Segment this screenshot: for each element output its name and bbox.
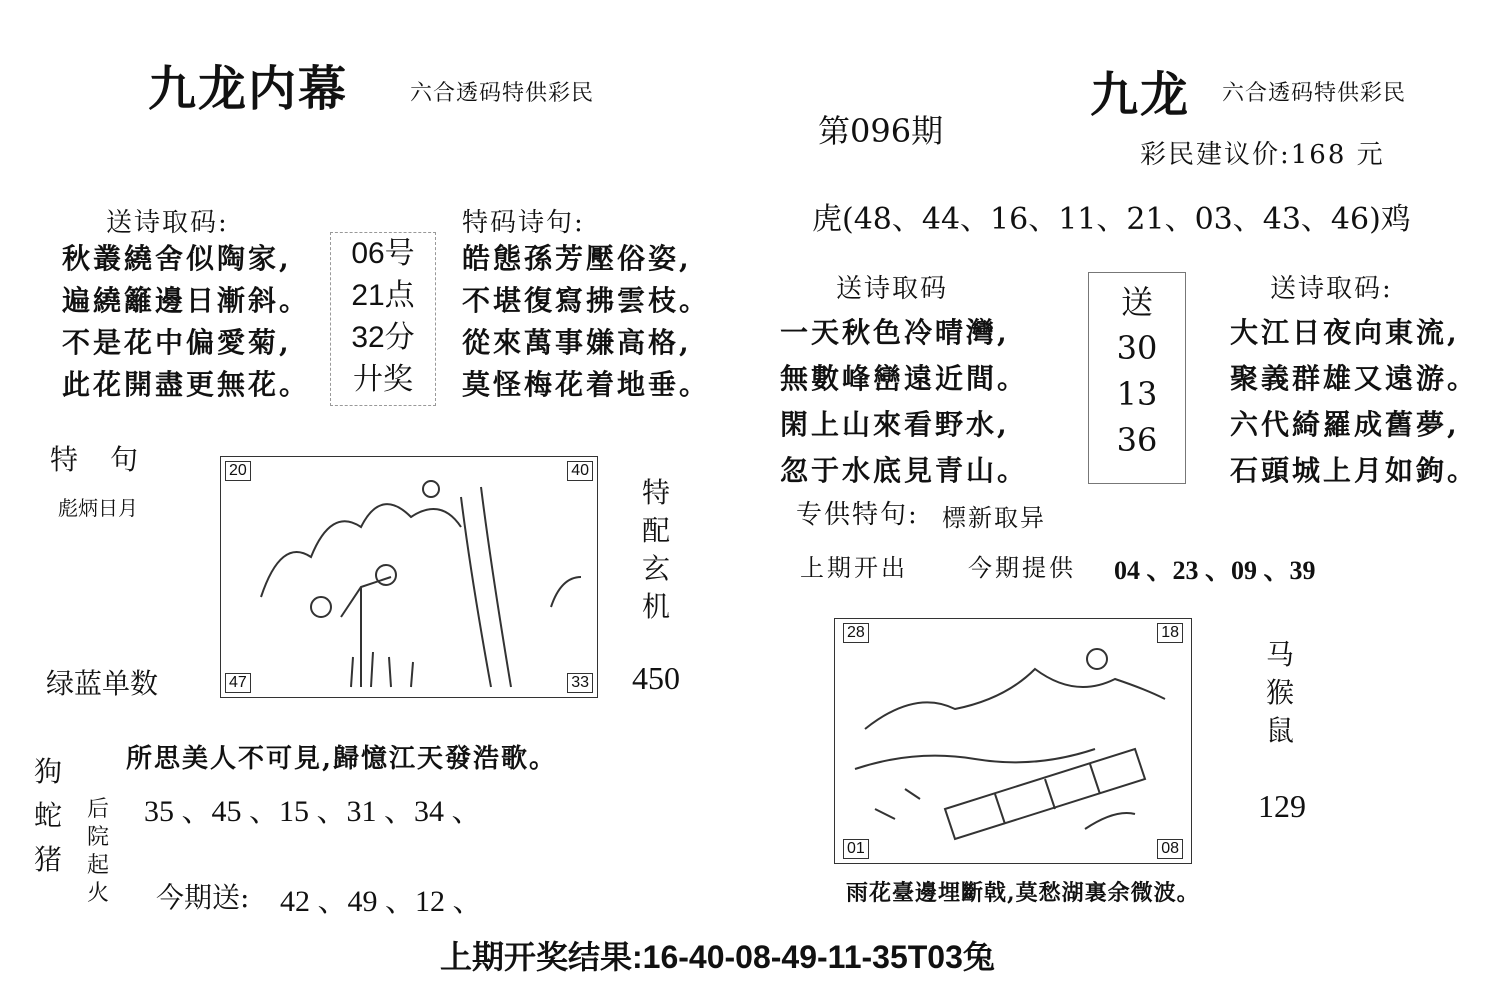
vert-char: 后 [86, 797, 109, 822]
box-line: 21点 [351, 279, 415, 312]
poem-line: 秋叢繞舍似陶家, [62, 242, 292, 275]
left-poem-line: 所思美人不可見,歸憶江天發浩歌。 [126, 744, 558, 774]
left-animals [30, 750, 66, 882]
right-poem2-header: 送诗取码: [1270, 274, 1393, 304]
number-129: 129 [1258, 788, 1306, 824]
box-line: 13 [1116, 375, 1158, 413]
corner-number: 01 [843, 839, 869, 859]
tema-poem [462, 238, 710, 406]
tema-header: 特码诗句: [462, 208, 585, 238]
right-animals [1262, 636, 1298, 750]
poem-line: 不堪復寫拂雲枝。 [462, 284, 711, 317]
zhuangong-label: 专供特句: [796, 500, 919, 530]
shangqi-label: 上期开出 [800, 554, 908, 582]
poem-line: 六代綺羅成舊夢, [1230, 408, 1460, 441]
poem-line: 大江日夜向東流, [1230, 316, 1460, 349]
corner-number: 47 [225, 673, 251, 693]
corner-number: 33 [567, 673, 593, 693]
poem-line: 從來萬事嫌高格, [462, 326, 692, 359]
left-picture [220, 456, 598, 698]
vert-char: 鼠 [1265, 714, 1294, 747]
landscape-sketch [221, 457, 597, 697]
special-vertical [638, 474, 674, 626]
send-box [1088, 272, 1186, 484]
lake-sketch [835, 619, 1191, 863]
box-line: 廾奖 [353, 363, 413, 396]
box-line: 送 [1120, 283, 1153, 321]
corner-number: 20 [225, 461, 251, 481]
vert-char: 机 [641, 590, 670, 623]
jinqi-label: 今期送: [156, 881, 250, 914]
right-picture [834, 618, 1192, 864]
left-center-box [330, 232, 436, 406]
vert-char: 狗 [33, 755, 62, 788]
poem-line: 莫怪梅花着地垂。 [462, 368, 711, 401]
vert-char: 火 [86, 881, 109, 906]
left-poem [62, 238, 310, 406]
box-line: 36 [1116, 421, 1158, 459]
poem-line: 此花開盡更無花。 [62, 368, 311, 401]
houyuan-vertical [80, 796, 116, 908]
numbers-row: 35 、45 、15 、31 、34 、 [144, 795, 482, 828]
box-line: 32分 [351, 321, 415, 354]
right-caption: 雨花臺邊埋斷戟,莫愁湖裏余微波。 [846, 880, 1200, 906]
poem-line: 無數峰巒遠近間。 [780, 362, 1029, 395]
box-line: 06号 [351, 237, 415, 270]
vert-char: 起 [86, 853, 109, 878]
corner-number: 28 [843, 623, 869, 643]
jinqi-numbers: 42 、49 、12 、 [280, 885, 483, 918]
left-poem-header: 送诗取码: [106, 208, 229, 238]
right-subtitle: 六合透码特供彩民 [1222, 81, 1407, 106]
corner-number: 40 [567, 461, 593, 481]
zhuangong-text: 標新取异 [942, 504, 1046, 532]
right-poem2 [1230, 310, 1478, 494]
box-line: 30 [1116, 329, 1158, 367]
lvlan-label: 绿蓝单数 [46, 667, 159, 700]
vert-char: 玄 [641, 552, 670, 585]
poem-line: 閑上山來看野水, [780, 408, 1010, 441]
price: 彩民建议价:168 元 [1140, 140, 1385, 170]
vert-char: 特 [641, 476, 670, 509]
poem-line: 遍繞籬邊日漸斜。 [62, 284, 311, 317]
poem-line: 石頭城上月如鉤。 [1230, 454, 1479, 487]
poem-line: 皓態孫芳壓俗姿, [462, 242, 692, 275]
vert-char: 配 [641, 514, 670, 547]
tiger-line: 虎(48、44、16、11、21、03、43、46)鸡 [812, 202, 1411, 237]
jinqi-tigong-label: 今期提供 [968, 554, 1076, 582]
corner-number: 18 [1157, 623, 1183, 643]
teju-label: 特 句 [50, 443, 141, 476]
vert-char: 猪 [33, 843, 62, 876]
teju-text: 彪炳日月 [58, 496, 138, 520]
number-450: 450 [632, 660, 680, 696]
corner-number: 08 [1157, 839, 1183, 859]
right-poem1 [780, 310, 1028, 494]
left-subtitle: 六合透码特供彩民 [410, 81, 595, 106]
left-title: 九龙内幕 [148, 61, 349, 117]
poem-line: 一天秋色冷晴灣, [780, 316, 1010, 349]
vert-char: 院 [86, 825, 109, 850]
jinqi-tigong-numbers: 04 、23 、09 、39 [1114, 556, 1316, 585]
footer-result: 上期开奖结果:16-40-08-49-11-35T03兔 [440, 939, 995, 975]
poem-line: 不是花中偏愛菊, [62, 326, 292, 359]
vert-char: 蛇 [33, 799, 62, 832]
poem-line: 忽于水底見青山。 [780, 454, 1029, 487]
issue-number: 第096期 [818, 112, 944, 150]
right-poem1-header: 送诗取码 [836, 274, 949, 304]
right-title: 九龙 [1090, 67, 1191, 123]
poem-line: 聚義群雄又遠游。 [1230, 362, 1479, 395]
vert-char: 马 [1265, 638, 1294, 671]
vert-char: 猴 [1265, 676, 1294, 709]
